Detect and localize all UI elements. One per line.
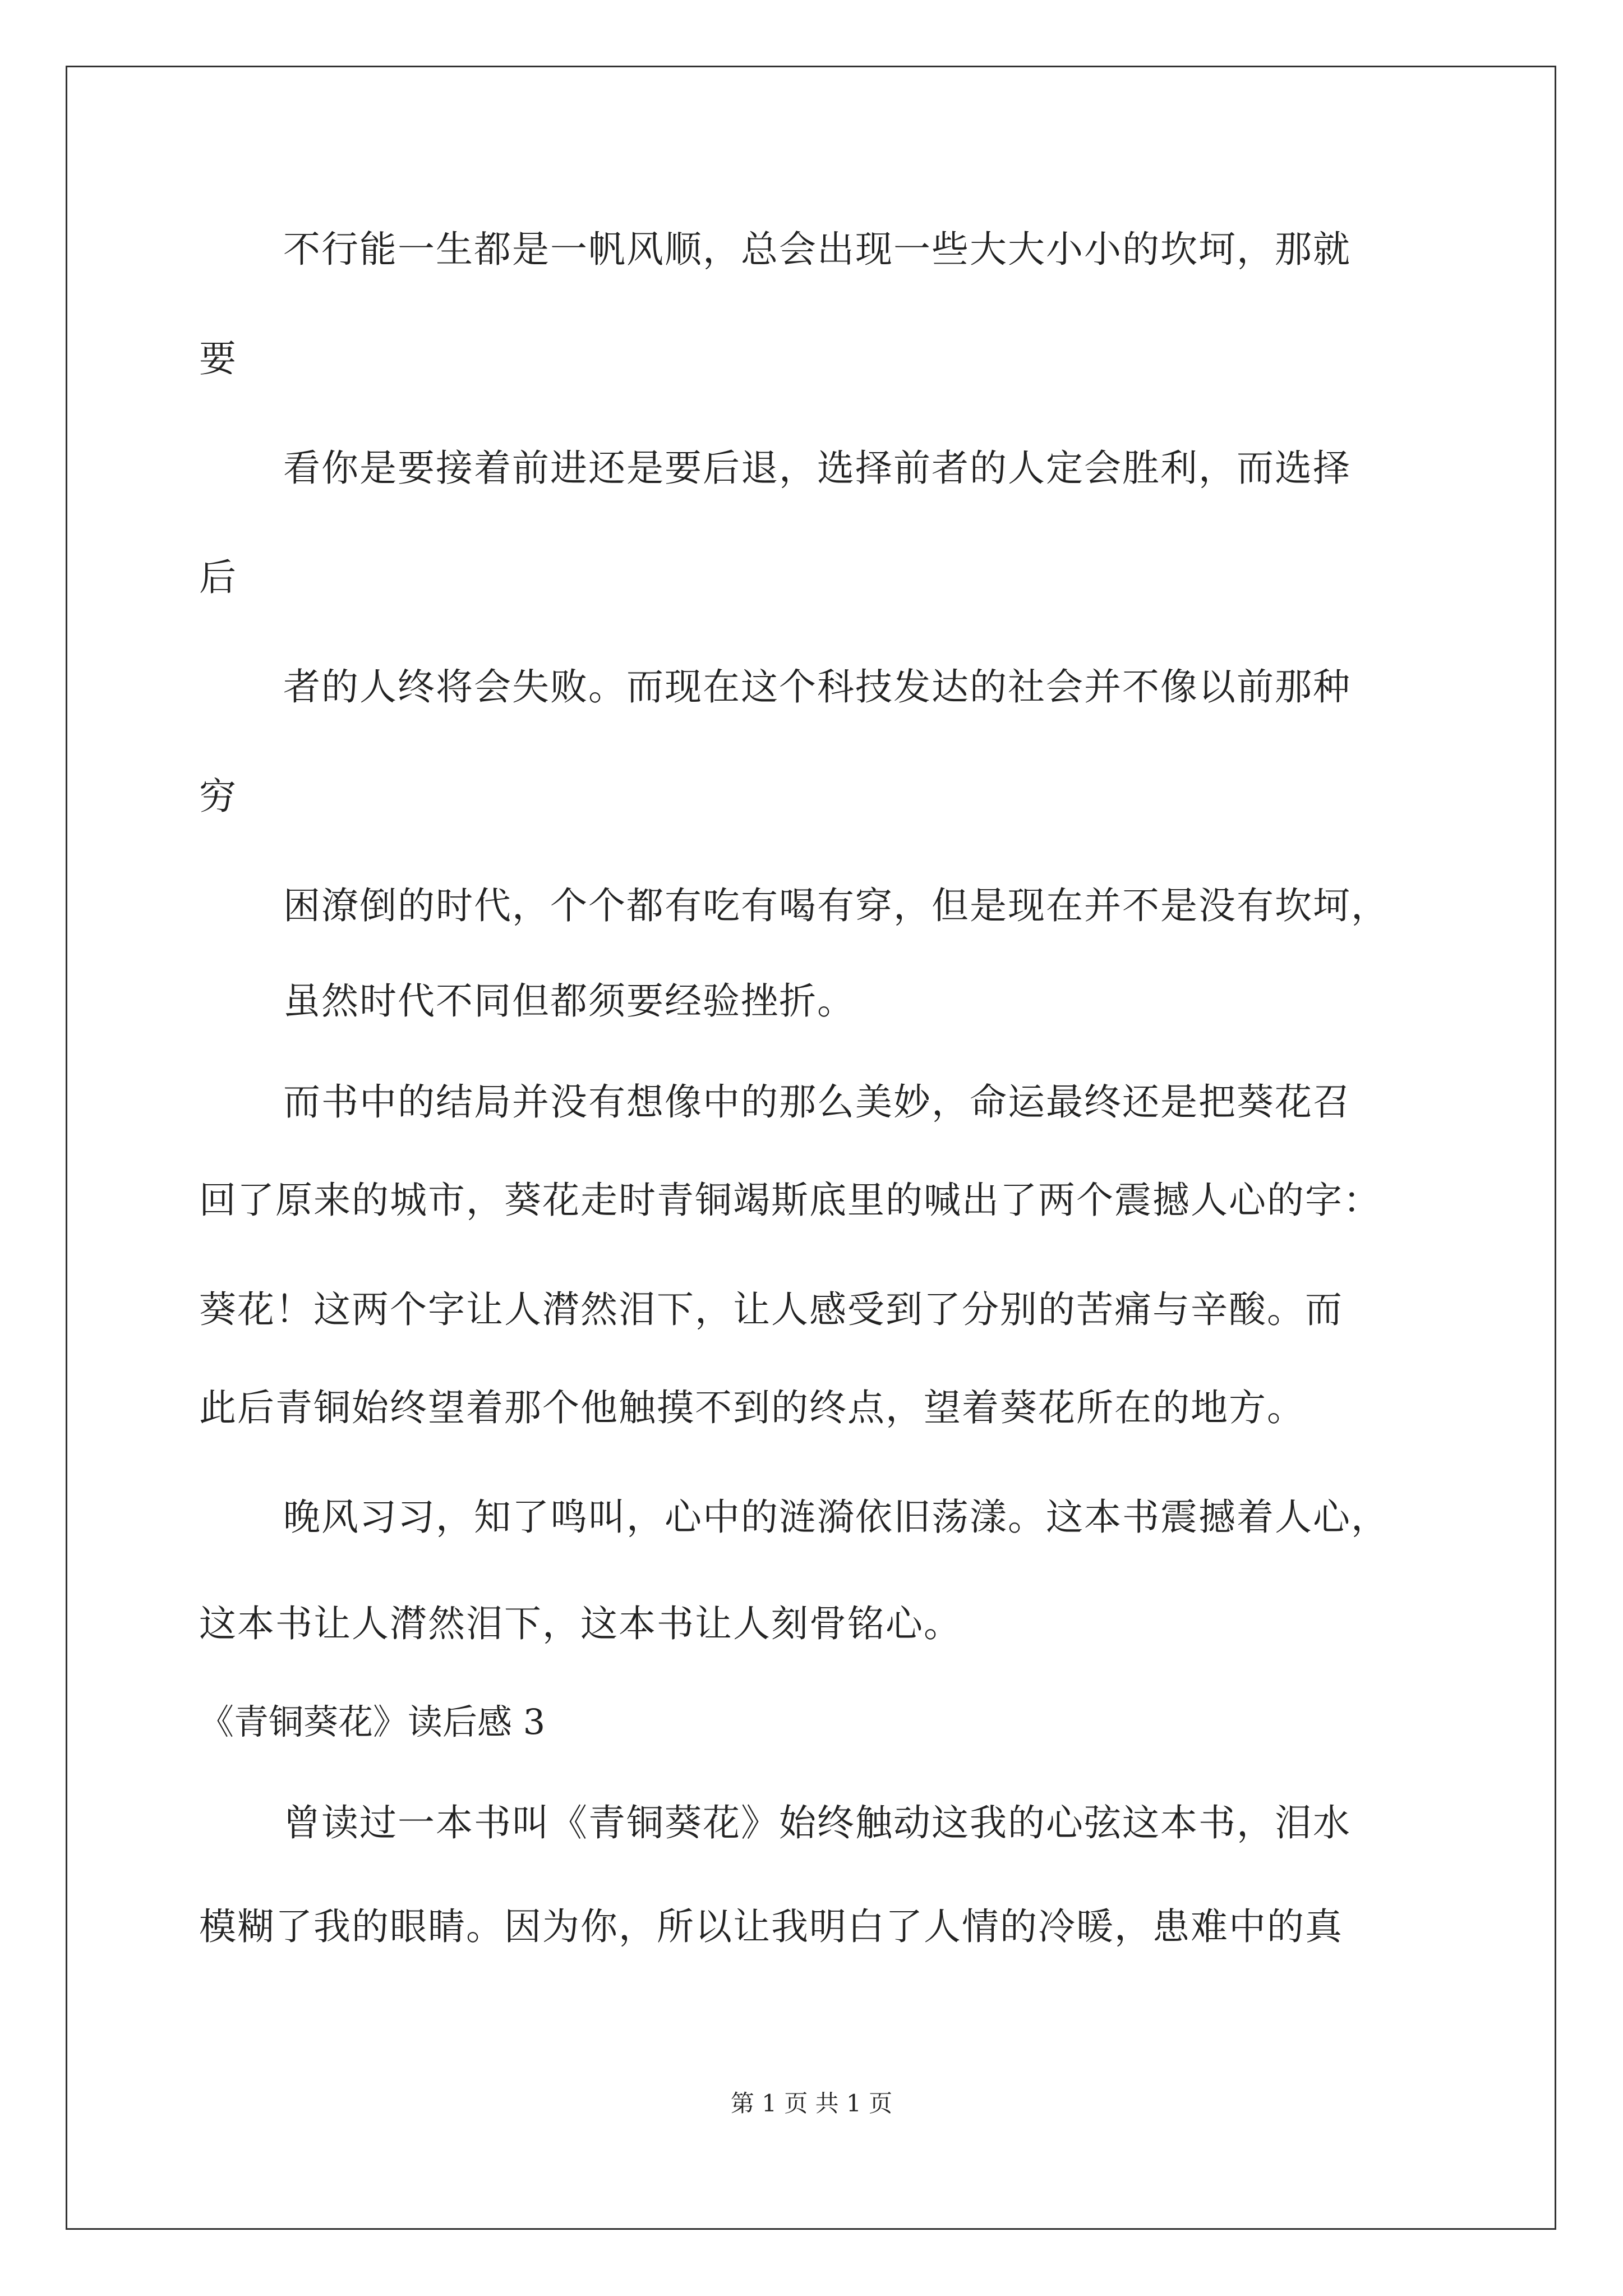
paragraph-line: 穷	[199, 775, 237, 818]
paragraph-line: 而书中的结局并没有想像中的那么美妙，命运最终还是把葵花召	[283, 1080, 1351, 1124]
paragraph-line: 回了原来的城市，葵花走时青铜竭斯底里的喊出了两个震撼人心的字：	[199, 1179, 1381, 1222]
paragraph-line: 困潦倒的时代，个个都有吃有喝有穿，但是现在并不是没有坎坷，	[283, 884, 1389, 927]
paragraph-line: 要	[199, 337, 237, 380]
paragraph-line: 曾读过一本书叫《青铜葵花》始终触动这我的心弦这本书，泪水	[283, 1801, 1351, 1844]
paragraph-line: 葵花！这两个字让人潸然泪下，让人感受到了分别的苦痛与辛酸。而	[199, 1288, 1343, 1331]
paragraph-line: 不行能一生都是一帆风顺，总会出现一些大大小小的坎坷，那就	[283, 228, 1351, 271]
paragraph-line: 模糊了我的眼睛。因为你，所以让我明白了人情的冷暖，患难中的真	[199, 1905, 1343, 1948]
paragraph-line: 看你是要接着前进还是要后退，选择前者的人定会胜利，而选择	[283, 447, 1351, 490]
paragraph-line: 者的人终将会失败。而现在这个科技发达的社会并不像以前那种	[283, 665, 1351, 708]
paragraph-line: 虽然时代不同但都须要经验挫折。	[283, 979, 855, 1023]
paragraph-line: 这本书让人潸然泪下，这本书让人刻骨铭心。	[199, 1602, 962, 1645]
paragraph-line: 晚风习习，知了鸣叫，心中的涟漪依旧荡漾。这本书震撼着人心，	[283, 1496, 1389, 1539]
paragraph-line: 后	[199, 556, 237, 599]
section-heading: 《青铜葵花》读后感 3	[199, 1701, 546, 1742]
paragraph-line: 此后青铜始终望着那个他触摸不到的终点，望着葵花所在的地方。	[199, 1386, 1305, 1429]
page-footer: 第 1 页 共 1 页	[730, 2090, 893, 2117]
